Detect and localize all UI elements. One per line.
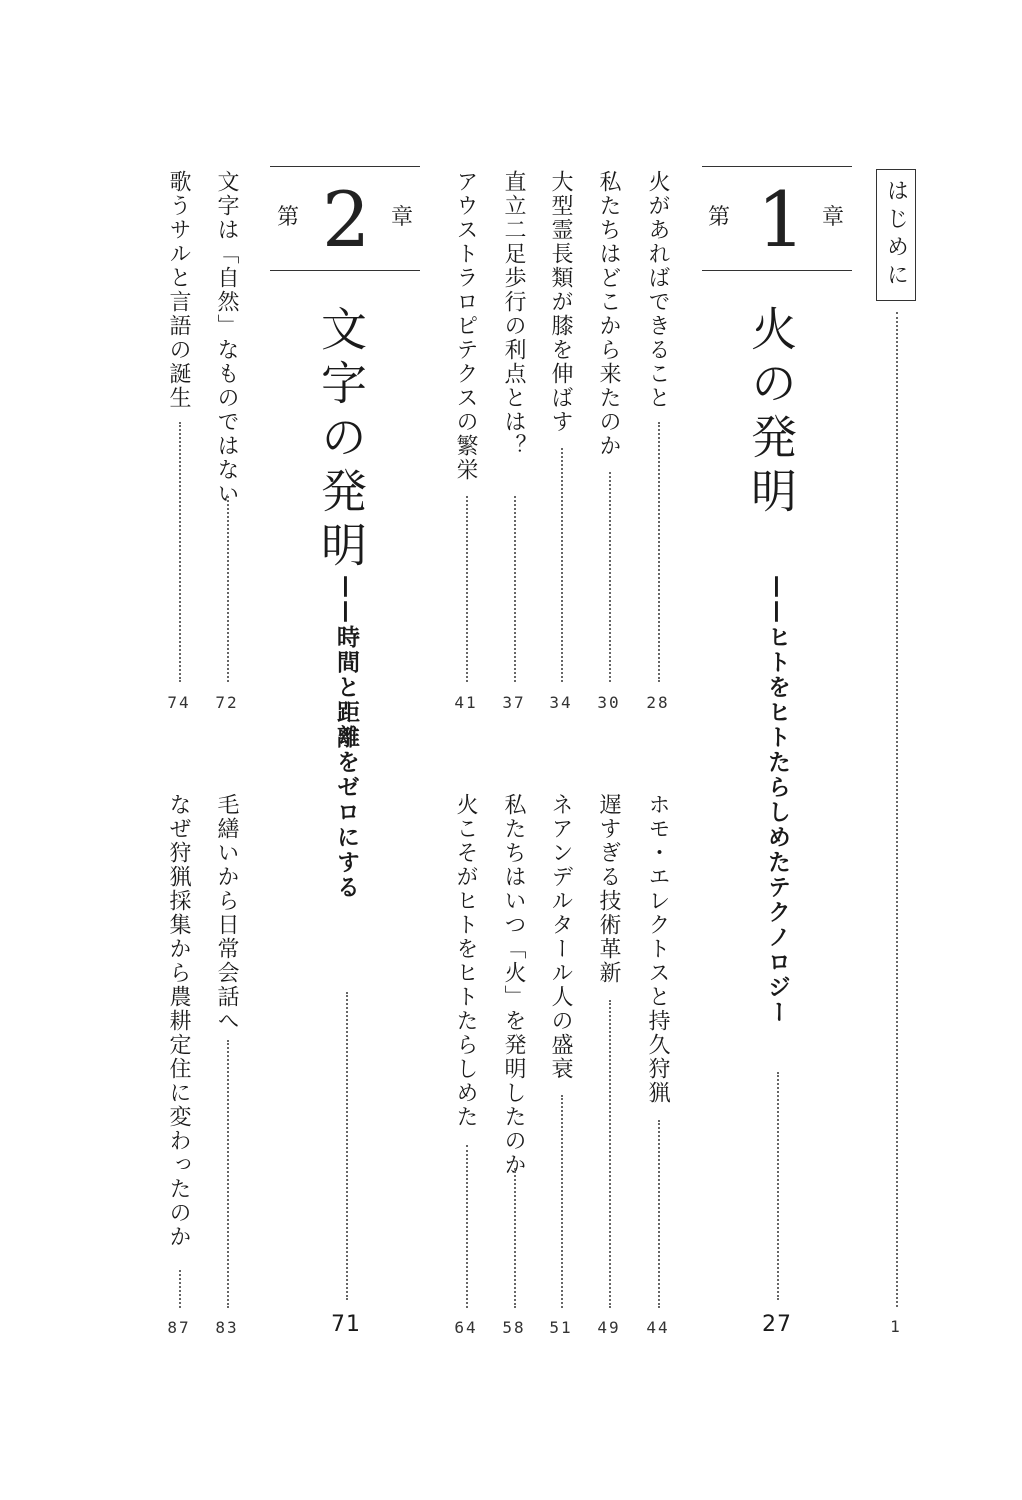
toc-leader: [561, 1095, 563, 1308]
ch2-page: 71: [331, 1312, 361, 1337]
toc-page: 34: [549, 693, 573, 712]
toc-entry[interactable]: 遅すぎる技術革新: [596, 793, 621, 985]
toc-page: 87: [167, 1318, 191, 1337]
ch1-page: 27: [762, 1312, 792, 1337]
toc-leader: [227, 496, 229, 682]
toc-page: 58: [502, 1318, 526, 1337]
toc-leader: [466, 496, 468, 682]
intro-leader: [896, 312, 898, 1307]
ch1-leader: [777, 1072, 779, 1300]
toc-entry[interactable]: 私たちはどこから来たのか: [596, 170, 621, 458]
ch2-subtitle[interactable]: ——時間と距離をゼロにする: [333, 575, 359, 900]
toc-leader: [609, 472, 611, 682]
toc-page: 51: [549, 1318, 573, 1337]
ch1-bottom-rule: [702, 270, 852, 271]
toc-page: 64: [454, 1318, 478, 1337]
toc-leader: [179, 422, 181, 682]
toc-entry[interactable]: 私たちはいつ「火」を発明したのか: [501, 793, 526, 1177]
toc-entry[interactable]: 火があればできること: [645, 170, 670, 410]
ch1-number: 1: [757, 175, 806, 264]
toc-page: 74: [167, 693, 191, 712]
toc-page: 41: [454, 693, 478, 712]
toc-page: 30: [597, 693, 621, 712]
toc-page: 44: [646, 1318, 670, 1337]
toc-leader: [514, 1168, 516, 1308]
ch2-dai: 第: [277, 205, 300, 230]
toc-leader: [514, 496, 516, 682]
ch2-leader: [346, 992, 348, 1300]
toc-leader: [179, 1270, 181, 1308]
toc-entry[interactable]: ホモ・エレクトスと持久狩猟: [645, 793, 670, 1105]
intro-title-box[interactable]: [876, 169, 916, 301]
toc-page: 72: [215, 693, 239, 712]
ch1-dai: 第: [708, 205, 731, 230]
toc-page: 83: [215, 1318, 239, 1337]
toc-leader: [561, 448, 563, 682]
toc-entry[interactable]: 文字は「自然」なものではない: [214, 170, 239, 506]
toc-entry[interactable]: 大型霊長類が膝を伸ばす: [548, 170, 573, 434]
ch2-top-rule: [270, 166, 420, 167]
toc-entry[interactable]: 毛繕いから日常会話へ: [214, 793, 239, 1033]
intro-page: 1: [890, 1317, 902, 1336]
toc-entry[interactable]: アウストラロピテクスの繁栄: [453, 170, 478, 482]
toc-entry[interactable]: 火こそがヒトをヒトたらしめた: [453, 793, 478, 1129]
toc-entry[interactable]: 直立二足歩行の利点とは？: [501, 170, 526, 458]
ch2-sho: 章: [391, 205, 414, 230]
toc-leader: [466, 1145, 468, 1308]
toc-page: 37: [502, 693, 526, 712]
ch2-title[interactable]: 文字の発明: [314, 305, 368, 575]
toc-leader: [658, 422, 660, 682]
ch2-bottom-rule: [270, 270, 420, 271]
ch1-title[interactable]: 火の発明: [744, 305, 798, 521]
toc-leader: [658, 1120, 660, 1308]
ch1-sho: 章: [822, 205, 845, 230]
toc-entry[interactable]: なぜ狩猟採集から農耕定住に変わったのか: [166, 793, 191, 1249]
toc-entry[interactable]: ネアンデルタール人の盛衰: [548, 793, 573, 1081]
ch1-top-rule: [702, 166, 852, 167]
intro-title: はじめに: [883, 179, 909, 291]
toc-leader: [227, 1040, 229, 1308]
ch1-subtitle[interactable]: ——ヒトをヒトたらしめたテクノロジー: [764, 575, 790, 1025]
ch2-number: 2: [322, 175, 371, 264]
toc-page: 49: [597, 1318, 621, 1337]
toc-leader: [609, 1000, 611, 1308]
toc-page: 28: [646, 693, 670, 712]
toc-entry[interactable]: 歌うサルと言語の誕生: [166, 170, 191, 410]
